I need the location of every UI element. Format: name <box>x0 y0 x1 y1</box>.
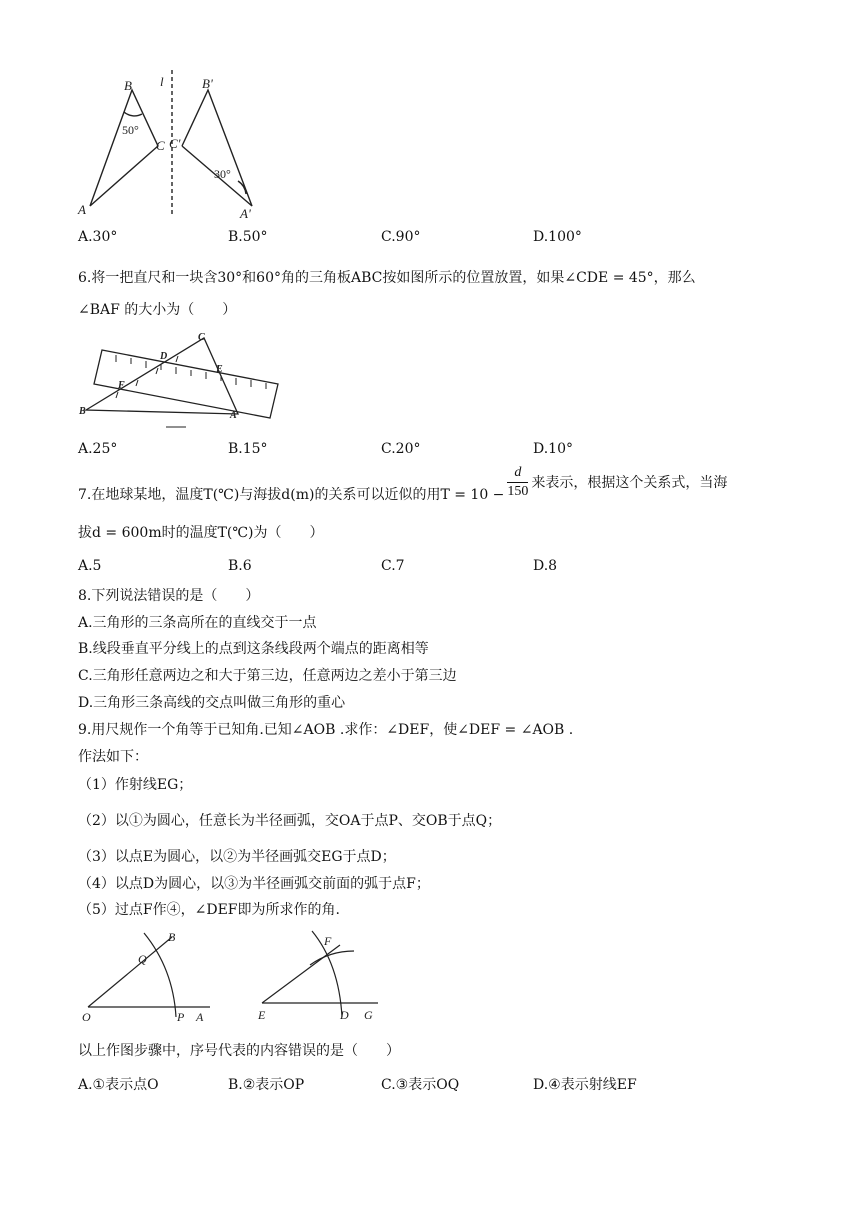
q5-figure <box>70 68 270 220</box>
q9-step-2: （2）以①为圆心，任意长为半径画弧，交OA于点P、交OB于点Q； <box>78 813 502 829</box>
q8-stem: 8.下列说法错误的是（ ） <box>78 588 260 604</box>
q7-stem-part2: 来表示，根据这个关系式，当海 <box>531 474 728 491</box>
q6-fig-label: E <box>216 364 223 375</box>
q8-choice-b: B.线段垂直平分线上的点到这条线段两个端点的距离相等 <box>78 641 429 657</box>
q5-fig-label: B <box>124 78 132 93</box>
q6-fig-label: D <box>160 351 168 362</box>
triangle-a1b1c1 <box>182 90 252 206</box>
q9-fig-left-label: B <box>168 930 176 944</box>
q7-option-c: C.7 <box>381 558 405 574</box>
q8-choice-a: A.三角形的三条高所在的直线交于一点 <box>78 615 317 631</box>
arc-pq <box>144 933 176 1017</box>
q9-fig-right-label: D <box>340 1008 349 1022</box>
q6-figure <box>76 332 281 430</box>
q9-figure-right <box>250 925 390 1023</box>
q6-fig-label: B <box>79 406 86 417</box>
q7-frac-num: d <box>507 464 528 483</box>
q6-stem-line1: 6.将一把直尺和一块含30°和60°角的三角板ABC按如图所示的位置放置，如果∠CDE = 45°，那么 <box>78 270 696 286</box>
q6-option-b: B.15° <box>228 441 268 457</box>
q9-fig-right-label: E <box>258 1008 266 1022</box>
q9-option-d: D.④表示射线EF <box>533 1077 637 1093</box>
q9-figure-left <box>80 925 220 1023</box>
q9-stem: 9.用尺规作一个角等于已知角.已知∠AOB .求作：∠DEF，使∠DEF = ∠AOB . <box>78 722 574 738</box>
q6-option-a: A.25° <box>78 441 118 457</box>
q5-option-d: D.100° <box>533 229 582 245</box>
q9-step-5: （5）过点F作④，∠DEF即为所求作的角. <box>78 902 340 918</box>
q6-fig-label: F <box>118 380 125 391</box>
q9-step-4: （4）以点D为圆心，以③为半径画弧交前面的弧于点F； <box>78 876 430 892</box>
q5-fig-label: l <box>160 74 164 89</box>
q5-fig-label: B' <box>202 76 213 91</box>
q9-option-b: B.②表示OP <box>228 1077 305 1093</box>
q6-fig-label: A <box>230 410 237 421</box>
q5-fig-label: 50° <box>122 123 139 137</box>
q5-option-a: A.30° <box>78 229 118 245</box>
ray-ef <box>262 945 340 1003</box>
q7-frac-den: 150 <box>507 484 529 499</box>
q6-option-c: C.20° <box>381 441 421 457</box>
q6-fig-label: C <box>198 332 205 343</box>
q9-fig-left-label: O <box>82 1010 91 1023</box>
triangle-abc <box>90 90 158 206</box>
q9-step-1: （1）作射线EG； <box>78 777 193 793</box>
q9-question: 以上作图步骤中，序号代表的内容错误的是（ ） <box>78 1043 400 1059</box>
q7-option-d: D.8 <box>533 558 558 574</box>
q8-choice-c: C.三角形任意两边之和大于第三边，任意两边之差小于第三边 <box>78 668 457 684</box>
ray-ob <box>88 937 172 1007</box>
q6-option-d: D.10° <box>533 441 573 457</box>
q7-stem-part1: 7.在地球某地，温度T(℃)与海拔d(m)的关系可以近似的用T = 10 − <box>78 486 505 503</box>
q9-option-c: C.③表示OQ <box>381 1077 460 1093</box>
q7-option-b: B.6 <box>228 558 252 574</box>
q5-fig-label: 30° <box>214 167 231 181</box>
q9-fig-left-label: P <box>177 1010 185 1023</box>
q9-fig-right-label: F <box>324 934 332 948</box>
triangle-set-square <box>86 338 238 414</box>
q9-method-title: 作法如下： <box>78 749 148 765</box>
q7-option-a: A.5 <box>78 558 102 574</box>
q9-fig-left-label: Q <box>138 952 147 966</box>
q9-step-3: （3）以点E为圆心，以②为半径画弧交EG于点D； <box>78 849 396 865</box>
q7-stem-line2: 拔d = 600m时的温度T(℃)为（ ） <box>78 525 324 541</box>
q9-option-a: A.①表示点O <box>78 1077 159 1093</box>
q5-option-b: B.50° <box>228 229 268 245</box>
q9-fig-right-label: G <box>364 1008 373 1022</box>
q5-fig-label: C <box>156 138 165 153</box>
q7-fraction <box>507 464 528 501</box>
q8-choice-d: D.三角形三条高线的交点叫做三角形的重心 <box>78 695 346 711</box>
q5-fig-label: C' <box>169 136 181 151</box>
q9-fig-left-label: A <box>196 1010 204 1023</box>
q5-fig-label: A' <box>240 206 251 220</box>
q5-fig-label: A <box>78 202 86 217</box>
q5-option-c: C.90° <box>381 229 421 245</box>
q7-stem-line1 <box>78 464 727 501</box>
q6-stem-line2: ∠BAF 的大小为（ ） <box>78 302 237 318</box>
